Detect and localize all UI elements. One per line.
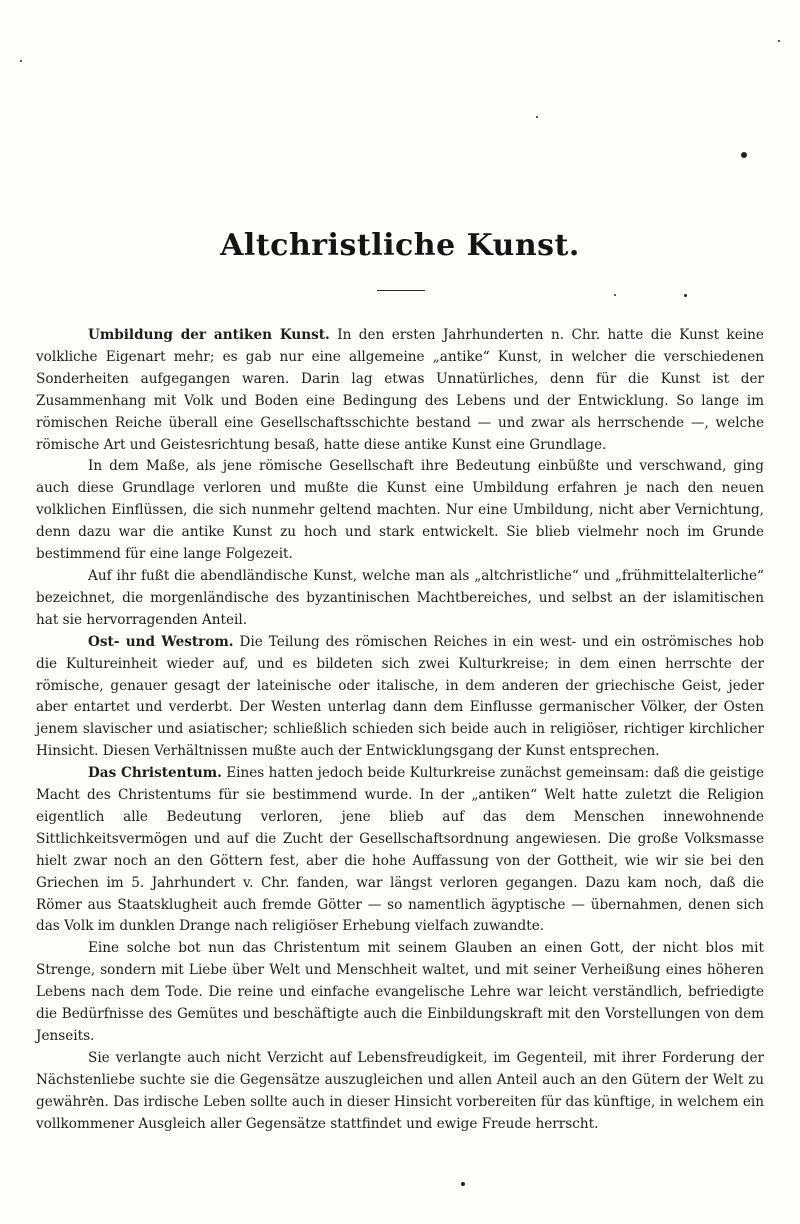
paragraph-text: In den ersten Jahrhunderten n. Chr. hatte die Kunst keine volkliche Eigenart mehr; es gab nur eine allgemeine „antike“ Kunst, in welcher die verschiedenen Sonderheiten aufgegangen waren. Darin lag etwas Unnatürliches, denn für die Kunst ist der Zusammenhang mit Volk und Boden eine Bedingung des Lebens und der Entwicklung. So lange im römischen Reiche überall eine Gesellschaftsschichte bestand — und zwar als herrschende —, welche römische Art und Geistesrichtung besaß, hatte diese antike Kunst eine Grundlage. (36, 327, 764, 453)
print-speck (614, 294, 616, 296)
section-heading-umbildung: Umbildung der antiken Kunst. (88, 327, 330, 343)
paragraph (36, 938, 764, 1048)
section-heading-ost-westrom: Ost- und Westrom. (88, 633, 234, 650)
paragraph-text: Eine solche bot nun das Christentum mit seinem Glauben an einen Gott, der nicht blos mit Strenge, sondern mit Liebe über Welt und Menschheit waltet, und mit seiner Verheißung eines höheren Lebens nach dem Tode. Die reine und einfache evangelische Lehre war leicht verständlich, befriedigte die Bedürfnisse des Gemütes und beschäftigte auch die Einbildungskraft mit den Vorstellungen von dem Jenseits. (36, 940, 764, 1044)
paragraph-christentum (36, 763, 764, 938)
print-speck (778, 40, 780, 42)
print-speck (536, 116, 538, 118)
print-speck (741, 152, 747, 158)
paragraph (36, 1048, 764, 1136)
paragraph (36, 456, 764, 566)
title-rule (377, 290, 425, 291)
paragraph-text: Auf ihr fußt die abendländische Kunst, welche man als „altchristliche“ und „frühmittelalterliche“ bezeichnet, die morgenländische des byzantinischen Machtbereiches, und selbst an der islamitischen hat sie hervorragenden Anteil. (36, 567, 764, 628)
paragraph (36, 566, 764, 632)
section-heading-christentum: Das Christentum. (88, 765, 222, 782)
print-speck (461, 1182, 465, 1186)
print-speck (684, 294, 687, 297)
paragraph-text: In dem Maße, als jene römische Gesellschaft ihre Bedeutung einbüßte und verschwand, ging auch diese Grundlage verloren und mußte die Kunst eine Umbildung erfahren je nach den neuen volklichen Einflüssen, die sich nunmehr geltend machten. Nur eine Umbildung, nicht aber Vernichtung, denn dazu war die antike Kunst zu hoch und stark entwickelt. Sie blieb vielmehr noch im Grunde bestimmend für eine lange Folgezeit. (36, 458, 764, 563)
paragraph-umbildung (36, 325, 764, 456)
paragraph-text: Sie verlangte auch nicht Verzicht auf Lebensfreudigkeit, im Gegenteil, mit ihrer Forderung der Nächstenliebe suchte sie die Gegensätze auszugleichen und allen Anteil auch an den Gütern der Welt zu gewähren. Das irdische Leben sollte auch in dieser Hinsicht vorbereiten für das künftige, in welchem ein vollkommener Ausgleich aller Gegensätze stattfindet und ewige Freude herrscht. (36, 1049, 764, 1132)
page-title: Altchristliche Kunst. (220, 228, 580, 263)
paragraph-ost-westrom (36, 632, 764, 763)
paragraph-text: Die Teilung des römischen Reiches in ein west- und ein oströmisches hob die Kultureinheit wieder auf, und es bildeten sich zwei Kulturkreise; in dem einen herrschte der römische, genauer gesagt der lateinische oder italische, in dem anderen der griechische Geist, jeder aber entartet und verderbt. Der Westen unterlag dann dem Einflusse germanischer Völker, der Osten jenem slavischer und asiatischer; schließlich schieden sich beide auch in religiöser, richtiger kirchlicher Hinsicht. Diesen Verhältnissen mußte auch der Entwicklungsgang der Kunst entsprechen. (36, 633, 764, 760)
body-text (36, 325, 764, 1136)
paragraph-text: Eines hatten jedoch beide Kulturkreise zunächst gemeinsam: daß die geistige Macht des Christentums für sie bestimmend wurde. In der „antiken“ Welt hatte zuletzt die Religion eigentlich alle Bedeutung verloren, jene blieb auf das dem Menschen innewohnende Sittlichkeitsvermögen und auf die Zucht der Gesellschaftsordnung angewiesen. Die große Volksmasse hielt zwar noch an den Göttern fest, aber die hohe Auffassung von der Gottheit, wie wir sie bei den Griechen im 5. Jahrhundert v. Chr. fanden, war längst verloren gegangen. Dazu kam noch, daß die Römer aus Staatsklugheit auch fremde Götter — so namentlich ägyptische — übernahmen, denen sich das Volk im dunklen Drange nach religiöser Erhebung vielfach zuwandte. (36, 765, 764, 935)
print-speck (20, 60, 22, 62)
